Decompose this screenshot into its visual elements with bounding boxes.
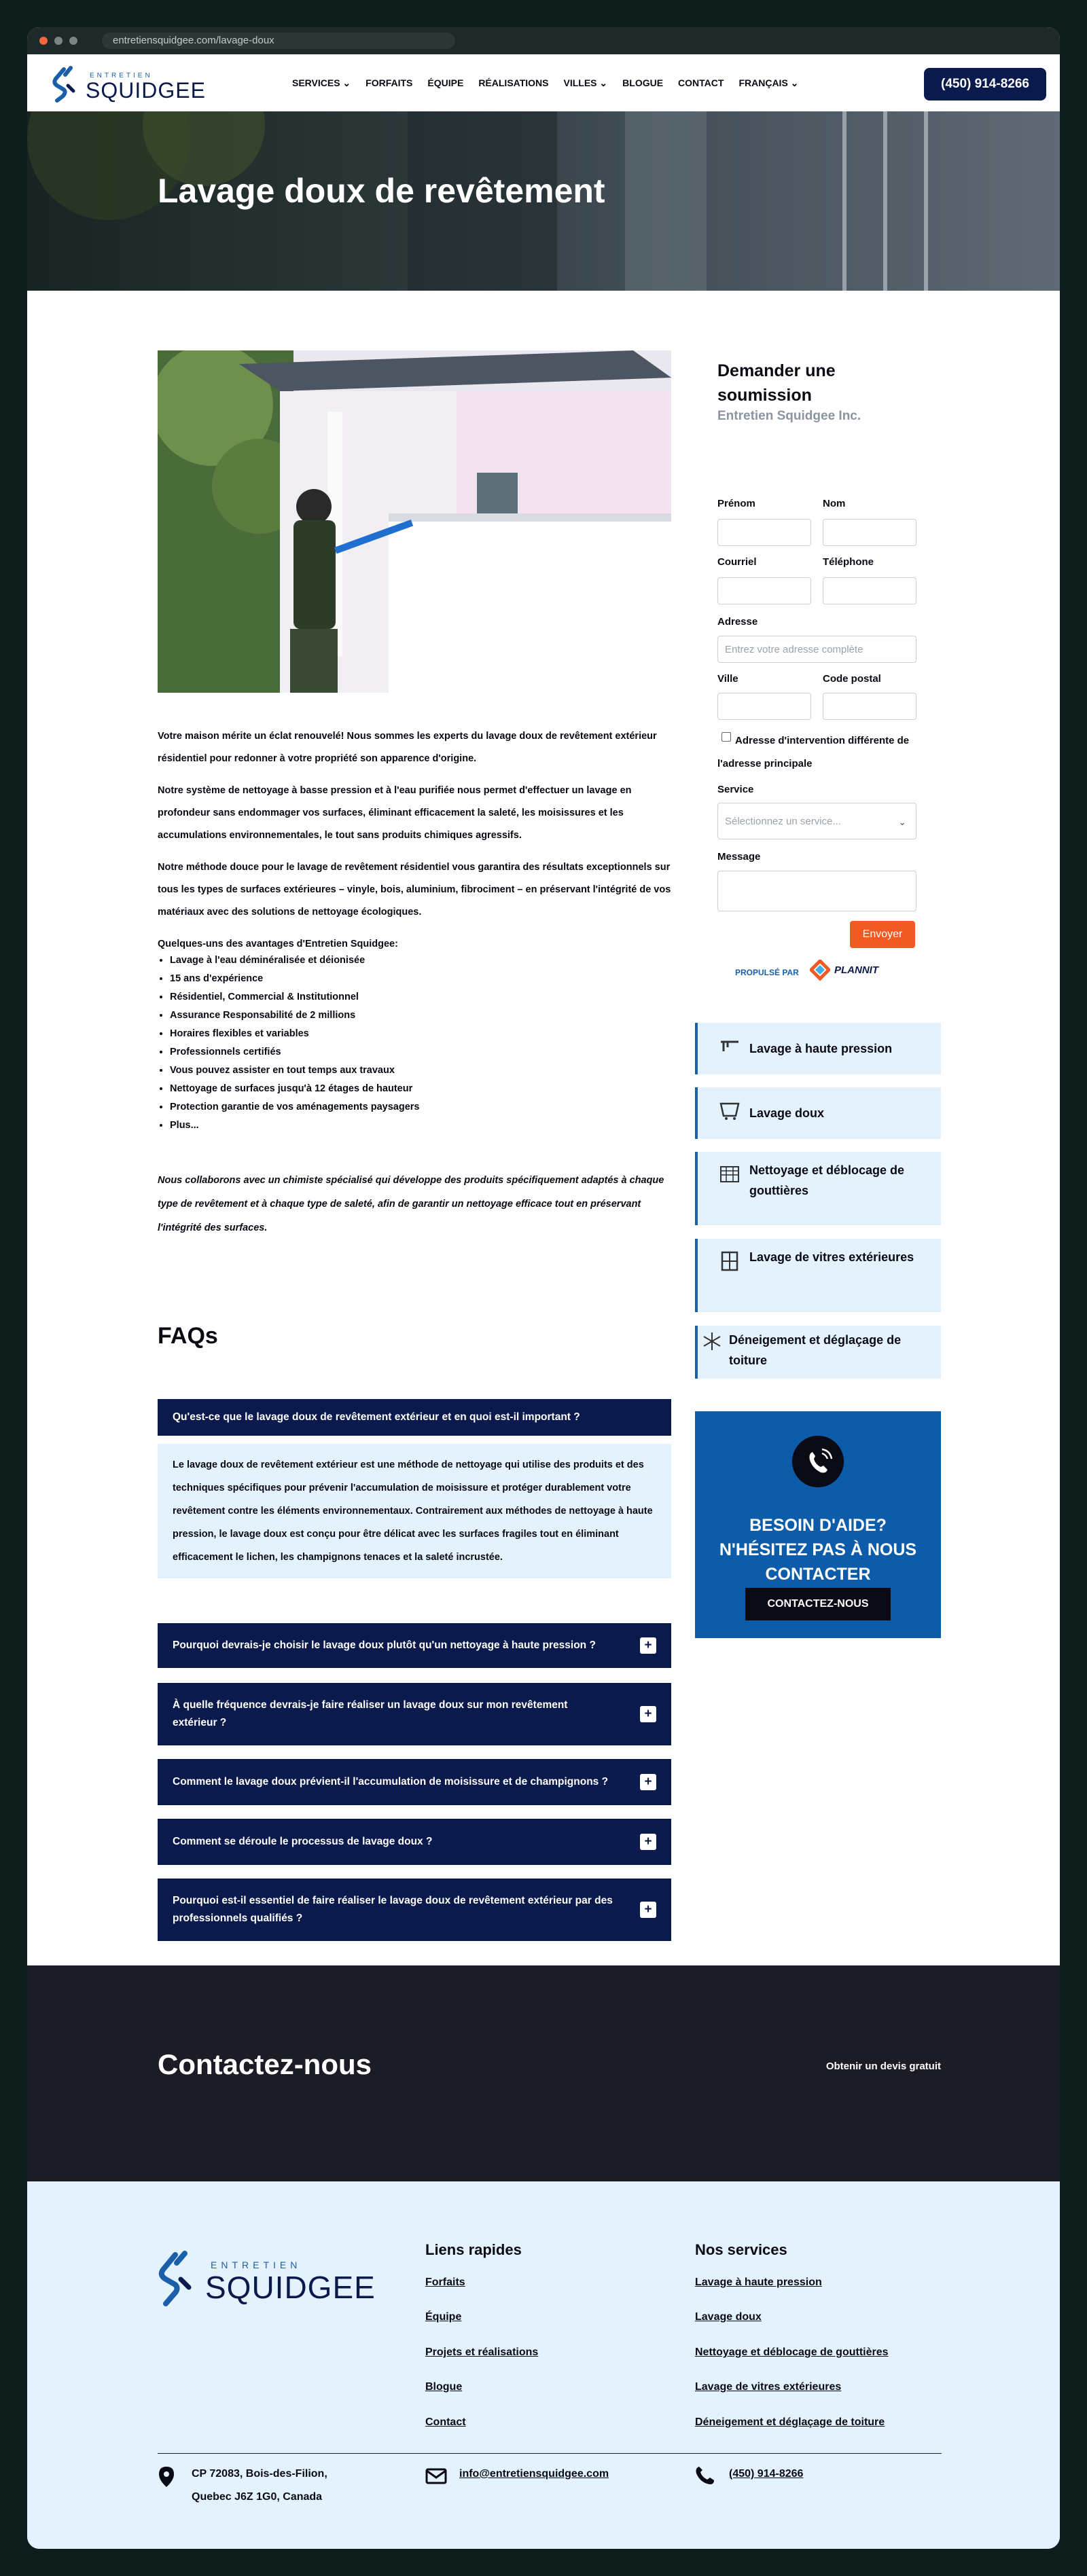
expand-icon[interactable]: + <box>640 1706 656 1722</box>
nom-label: Nom <box>823 498 846 509</box>
list-item: • Assurance Responsabilité de 2 millions <box>170 1006 671 1025</box>
faq-question-text: Qu'est-ce que le lavage doux de revêtement extérieur et en quoi est-il important ? <box>173 1411 580 1423</box>
phone-circle-icon <box>792 1436 844 1487</box>
nav-blogue[interactable]: BLOGUE <box>622 77 664 88</box>
header-phone-button[interactable]: (450) 914-8266 <box>924 68 1046 101</box>
benefits-list <box>158 951 671 1135</box>
list-item: • Résidentiel, Commercial & Institutionnel <box>170 988 671 1006</box>
plannit-brand[interactable]: PLANNIT <box>834 964 878 976</box>
footer-link-contact[interactable]: Contact <box>425 2416 466 2428</box>
method-paragraph: Notre système de nettoyage à basse pression et à l'eau purifiée nous permet d'effectuer un lavage en profondeur sans endommager vos surfaces, éliminant efficacement la saleté, les moisissures et les accumulations environnementales, le tout sans produits chimiques agressifs. <box>158 785 632 841</box>
address-field[interactable]: Entrez votre adresse complète <box>717 636 916 663</box>
footer-link-blogue[interactable]: Blogue <box>425 2381 463 2393</box>
faq-answer-1: Le lavage doux de revêtement extérieur est une méthode de nettoyage qui utilise des produits et des techniques spécifiques pour prévenir l'accumulation de moisissure et protéger durablement votre revêtement contre les éléments environnementaux. Contrairement aux méthodes de nettoyage à haute pression, le lavage doux est conçu pour être délicat avec les surfaces fragiles tout en éliminant efficacement le lichen, les champignons tenaces et la saleté incrustée. <box>158 1444 671 1578</box>
nav-language[interactable]: FRANÇAIS ⌄ <box>738 77 799 88</box>
window-icon <box>718 1251 741 1271</box>
list-item: • Professionnels certifiés <box>170 1043 671 1062</box>
faq-question-6[interactable] <box>158 1879 671 1941</box>
address-line-1: CP 72083, Bois-des-Filion, <box>192 2468 327 2480</box>
service-link-windows[interactable] <box>695 1239 941 1312</box>
message-field[interactable] <box>717 871 916 911</box>
nav-contact[interactable]: CONTACT <box>678 77 724 88</box>
service-link-label: Lavage doux <box>749 1106 825 1120</box>
service-placeholder: Sélectionnez un service... <box>725 816 841 827</box>
ville-label: Ville <box>717 673 738 685</box>
list-item: • 15 ans d'expérience <box>170 970 671 988</box>
faq-question-3[interactable] <box>158 1683 671 1745</box>
address-bar[interactable]: entretiensquidgee.com/lavage-doux <box>102 33 455 49</box>
faq-question-text: Pourquoi est-il essentiel de faire réaliser le lavage doux de revêtement extérieur par des professionnels qualifiés ? <box>173 1895 613 1924</box>
footer-email-link[interactable]: info@entretiensquidgee.com <box>459 2468 609 2480</box>
expand-icon[interactable]: + <box>640 1774 656 1790</box>
faq-question-text: À quelle fréquence devrais-je faire réaliser un lavage doux sur mon revêtement extérieur ? <box>173 1699 568 1728</box>
list-item: • Lavage à l'eau déminéralisée et déionisée <box>170 951 671 970</box>
footer-logo-small: ENTRETIEN <box>211 2260 302 2270</box>
location-pin-icon <box>158 2465 175 2488</box>
courriel-label: Courriel <box>717 556 757 568</box>
contact-title: Contactez-nous <box>158 2048 372 2080</box>
message-label: Message <box>717 851 761 863</box>
intro-paragraph: Votre maison mérite un éclat renouvelé! Nous sommes les experts du lavage doux de revêtement extérieur résidentiel pour redonner à votre propriété son apparence d'origine. <box>158 731 657 764</box>
footer-phone-icon <box>695 2465 715 2486</box>
phone-field[interactable] <box>823 577 916 604</box>
article-content <box>158 725 671 1250</box>
contact-band <box>27 1965 1060 2181</box>
help-box <box>695 1411 941 1638</box>
nav-equipe[interactable]: ÉQUIPE <box>427 77 464 88</box>
close-dot[interactable] <box>39 37 48 45</box>
powered-by-label: PROPULSÉ PAR <box>735 968 799 977</box>
nav-forfaits[interactable]: FORFAITS <box>366 77 413 88</box>
site-footer <box>27 2181 1060 2549</box>
service-link-snow[interactable] <box>695 1326 941 1379</box>
logo-big-text: SQUIDGEE <box>86 78 206 103</box>
code-postal-label: Code postal <box>823 673 881 685</box>
service-link-gutters[interactable] <box>695 1152 941 1225</box>
faq-question-2[interactable] <box>158 1623 671 1668</box>
different-address-label: Adresse d'intervention différente de l'adresse principale <box>717 735 910 769</box>
footer-service-windows[interactable]: Lavage de vitres extérieures <box>695 2381 842 2393</box>
service-link-soft-wash[interactable] <box>695 1087 941 1139</box>
snowflake-icon <box>700 1331 724 1352</box>
footer-phone-link[interactable]: (450) 914-8266 <box>729 2468 804 2480</box>
service-link-label: Lavage de vitres extérieures <box>749 1250 914 1264</box>
phone-icon <box>792 1436 844 1487</box>
expand-icon[interactable]: + <box>640 1834 656 1850</box>
faq-question-5[interactable] <box>158 1819 671 1865</box>
footer-logo[interactable] <box>158 2249 395 2310</box>
quick-links-title: Liens rapides <box>425 2241 522 2258</box>
adresse-label: Adresse <box>717 616 758 628</box>
nom-field[interactable] <box>823 519 916 546</box>
expand-icon[interactable]: + <box>640 1902 656 1918</box>
chevron-down-icon: ⌄ <box>898 816 906 827</box>
quote-form <box>717 359 928 424</box>
site-header <box>27 54 1060 111</box>
main-nav <box>292 77 798 89</box>
logo-small-text: ENTRETIEN <box>90 72 153 79</box>
browser-chrome <box>27 27 1060 54</box>
faq-question-text: Pourquoi devrais-je choisir le lavage doux plutôt qu'un nettoyage à haute pression ? <box>173 1639 596 1651</box>
window-controls <box>39 37 77 45</box>
help-title: BESOIN D'AIDE? N'HÉSITEZ PAS À NOUS CONTACTER <box>719 1516 917 1584</box>
list-item: • Protection garantie de vos aménagements paysagers <box>170 1098 671 1117</box>
list-item: • Plus... <box>170 1117 671 1135</box>
service-select[interactable] <box>717 803 916 839</box>
surfaces-paragraph: Notre méthode douce pour le lavage de revêtement résidentiel vous garantira des résultats exceptionnels sur tous les types de surfaces extérieures – vinyle, bois, aluminium, fibrociment – en préservant l'intégrité de vos matériaux avec des solutions de nettoyage écologiques. <box>158 862 671 918</box>
nav-realisations[interactable]: RÉALISATIONS <box>478 77 549 88</box>
service-label: Service <box>717 784 754 795</box>
nav-services[interactable]: SERVICES ⌄ <box>292 77 351 88</box>
footer-divider <box>158 2453 942 2454</box>
footer-service-snow[interactable]: Déneigement et déglaçage de toiture <box>695 2416 885 2428</box>
city-field[interactable] <box>717 693 811 720</box>
service-link-label: Nettoyage et déblocage de gouttières <box>749 1163 905 1197</box>
telephone-label: Téléphone <box>823 556 874 568</box>
expand-icon[interactable]: + <box>640 1637 656 1654</box>
faq-question-1[interactable] <box>158 1399 671 1436</box>
email-field[interactable] <box>717 577 811 604</box>
list-item: • Vous pouvez assister en tout temps aux travaux <box>170 1062 671 1080</box>
benefits-title: Quelques-uns des avantages d'Entretien Squidgee: <box>158 939 398 949</box>
footer-service-gutters[interactable]: Nettoyage et déblocage de gouttières <box>695 2346 889 2358</box>
plannit-logo-icon <box>810 960 830 983</box>
footer-service-soft[interactable]: Lavage doux <box>695 2311 762 2323</box>
faq-question-text: Comment se déroule le processus de lavage doux ? <box>173 1836 433 1847</box>
soft-wash-photo <box>158 350 671 693</box>
page-title: Lavage doux de revêtement <box>158 172 605 210</box>
squidgee-logo[interactable] <box>52 65 228 103</box>
list-item: • Horaires flexibles et variables <box>170 1025 671 1043</box>
maximize-dot[interactable] <box>69 37 77 45</box>
gutter-icon <box>718 1164 741 1184</box>
footer-link-forfaits[interactable]: Forfaits <box>425 2276 465 2288</box>
footer-link-projets[interactable]: Projets et réalisations <box>425 2346 539 2358</box>
faq-heading: FAQs <box>158 1323 218 1349</box>
footer-link-equipe[interactable]: Équipe <box>425 2311 462 2323</box>
help-contact-button[interactable]: CONTACTEZ-NOUS <box>745 1588 891 1620</box>
footer-address <box>192 2463 327 2509</box>
chemist-note: Nous collaborons avec un chimiste spécialisé qui développe des produits spécifiquement adaptés à chaque type de revêtement et à chaque type de saleté, afin de garantir un nettoyage efficace tout en préservant l'intégrité des surfaces. <box>158 1175 664 1233</box>
minimize-dot[interactable] <box>54 37 63 45</box>
hero-banner <box>27 111 1060 291</box>
list-item: • Nettoyage de surfaces jusqu'à 12 étages de hauteur <box>170 1080 671 1098</box>
faq-question-4[interactable] <box>158 1759 671 1805</box>
service-link-label: Déneigement et déglaçage de toiture <box>729 1333 902 1367</box>
our-services-title: Nos services <box>695 2241 787 2258</box>
browser-window <box>27 27 1060 2549</box>
nav-villes[interactable]: VILLES ⌄ <box>563 77 608 88</box>
submit-button[interactable]: Envoyer <box>850 921 915 948</box>
bucket-icon <box>718 1100 741 1120</box>
address-line-2: Quebec J6Z 1G0, Canada <box>192 2491 323 2503</box>
service-link-label: Lavage à haute pression <box>749 1042 893 1055</box>
footer-service-pressure[interactable]: Lavage à haute pression <box>695 2276 822 2288</box>
prenom-field[interactable] <box>717 519 811 546</box>
pressure-washer-icon <box>718 1035 741 1055</box>
prenom-label: Prénom <box>717 498 755 509</box>
faq-question-text: Comment le lavage doux prévient-il l'accumulation de moisissure et de champignons ? <box>173 1776 609 1788</box>
form-title: Demander une soumission <box>717 361 836 405</box>
free-quote-link[interactable]: Obtenir un devis gratuit <box>825 2061 941 2072</box>
postal-code-field[interactable] <box>823 693 916 720</box>
form-company: Entretien Squidgee Inc. <box>717 409 861 423</box>
footer-logo-big: SQUIDGEE <box>205 2270 376 2305</box>
service-link-pressure-wash[interactable] <box>695 1023 941 1074</box>
email-icon <box>425 2468 447 2484</box>
